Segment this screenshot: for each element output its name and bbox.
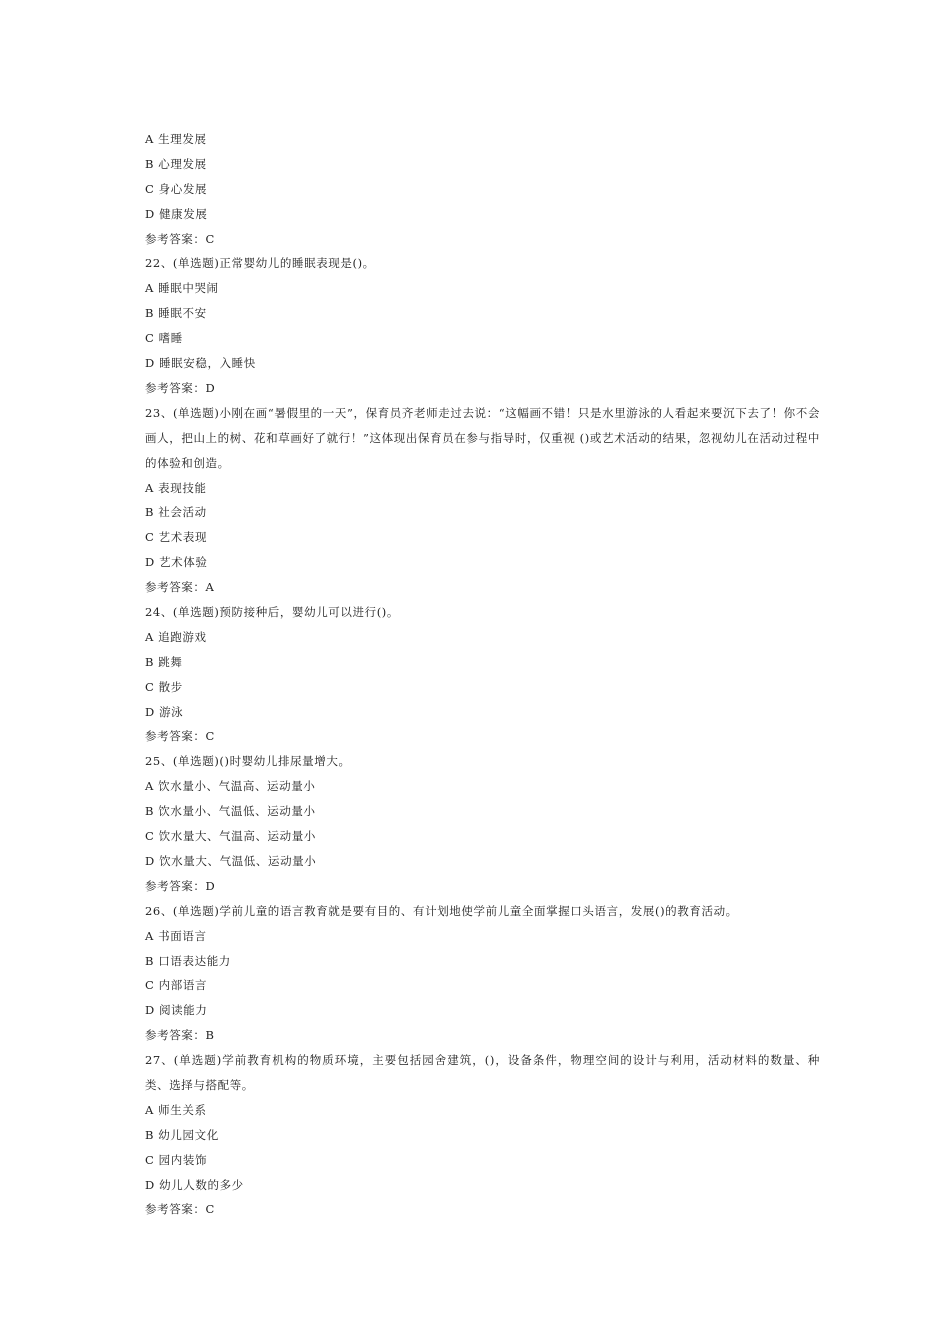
- option-c: C 内部语言: [145, 978, 208, 993]
- option-b: B 饮水量小、气温低、运动量小: [145, 804, 316, 819]
- option-c: C 饮水量大、气温高、运动量小: [145, 829, 316, 844]
- question-text: 26、(单选题)学前儿童的语言教育就是要有目的、有计划地使学前儿童全面掌握口头语言，发展()的教育活动。: [145, 903, 738, 918]
- option-b: B 心理发展: [145, 156, 207, 171]
- option-a: A 书面语言: [145, 928, 207, 943]
- option-d: D 游泳: [145, 704, 184, 719]
- option-c: C 艺术表现: [145, 530, 208, 545]
- option-b: B 睡眠不安: [145, 306, 207, 321]
- option-d: D 健康发展: [145, 206, 208, 221]
- question-block: [145, 251, 825, 400]
- reference-answer: 参考答案：D: [145, 878, 216, 893]
- reference-answer: 参考答案：C: [145, 231, 215, 246]
- option-d: D 睡眠安稳，入睡快: [145, 356, 256, 371]
- question-text: 24、(单选题)预防接种后，婴幼儿可以进行()。: [145, 604, 399, 619]
- option-a: A 饮水量小、气温高、运动量小: [145, 779, 316, 794]
- option-c: C 嗜睡: [145, 331, 183, 346]
- option-d: D 阅读能力: [145, 1003, 208, 1018]
- option-b: B 跳舞: [145, 654, 183, 669]
- option-a: A 师生关系: [145, 1102, 207, 1117]
- reference-answer: 参考答案：B: [145, 1028, 215, 1043]
- reference-answer: 参考答案：C: [145, 1202, 215, 1217]
- question-block: [145, 127, 825, 251]
- option-b: B 社会活动: [145, 505, 207, 520]
- option-a: A 睡眠中哭闹: [145, 281, 219, 296]
- reference-answer: 参考答案：A: [145, 580, 215, 595]
- option-c: C 身心发展: [145, 181, 208, 196]
- option-d: D 饮水量大、气温低、运动量小: [145, 853, 317, 868]
- option-d: D 幼儿人数的多少: [145, 1177, 244, 1192]
- option-a: A 追跑游戏: [145, 629, 207, 644]
- question-block: [145, 749, 825, 898]
- option-b: B 幼儿园文化: [145, 1127, 219, 1142]
- option-c: C 园内装饰: [145, 1152, 208, 1167]
- question-block: [145, 899, 825, 1048]
- option-a: A 表现技能: [145, 480, 207, 495]
- option-b: B 口语表达能力: [145, 953, 231, 968]
- question-text: 23、(单选题)小刚在画“暑假里的一天”，保育员齐老师走过去说：“这幅画不错！只是水里游泳的人看起来要沉下去了！你不会画人，把山上的树、花和草画好了就行！”这体现出保育员在参与指导时，仅重视 ()或艺术活动的结果，忽视幼儿在活动过程中的体验和创造。: [145, 405, 820, 470]
- question-list: [145, 127, 825, 1222]
- question-text: 25、(单选题)()时婴幼儿排尿量增大。: [145, 754, 351, 769]
- option-a: A 生理发展: [145, 132, 207, 146]
- reference-answer: 参考答案：D: [145, 380, 216, 395]
- reference-answer: 参考答案：C: [145, 729, 215, 744]
- option-c: C 散步: [145, 679, 183, 694]
- question-block: [145, 1048, 825, 1222]
- question-block: [145, 600, 825, 749]
- question-text: 27、(单选题)学前教育机构的物质环境，主要包括园舍建筑，()，设备条件，物理空间的设计与利用，活动材料的数量、种类、选择与搭配等。: [145, 1053, 820, 1092]
- question-block: [145, 401, 825, 600]
- option-d: D 艺术体验: [145, 555, 208, 570]
- question-text: 22、(单选题)正常婴幼儿的睡眠表现是()。: [145, 256, 375, 271]
